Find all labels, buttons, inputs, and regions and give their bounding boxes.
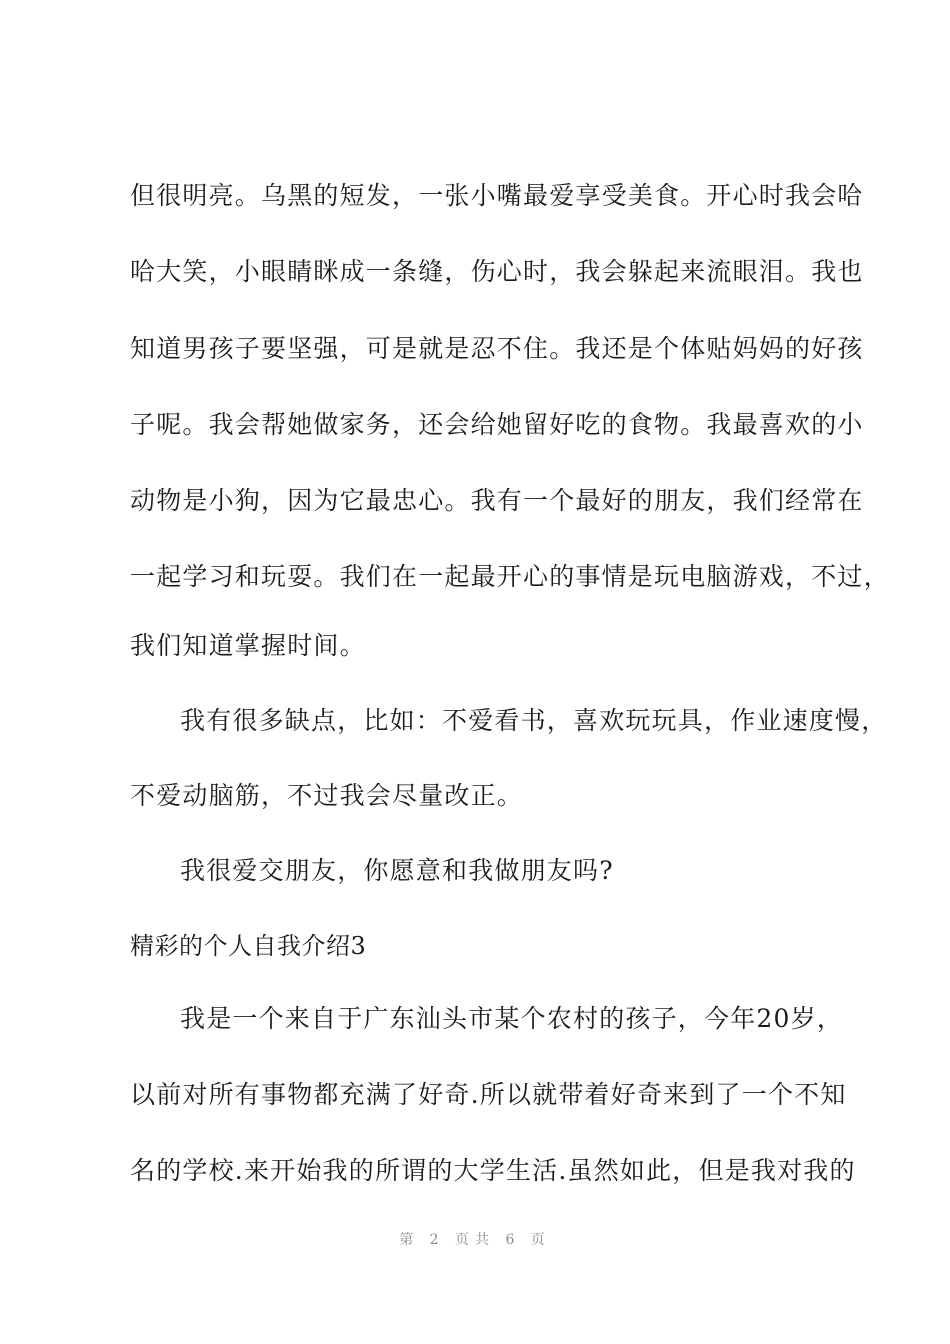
paragraph-line: 我有很多缺点，比如：不爱看书，喜欢玩玩具，作业速度慢， [180, 706, 888, 735]
paragraph-line: 以前对所有事物都充满了好奇.所以就带着好奇来到了一个不知 [130, 1080, 847, 1109]
paragraph-line: 知道男孩子要坚强，可是就是忍不住。我还是个体贴妈妈的好孩 [130, 334, 864, 363]
paragraph-line: 我是一个来自于广东汕头市某个农村的孩子，今年20岁， [180, 1004, 844, 1033]
paragraph-line: 动物是小狗，因为它最忠心。我有一个最好的朋友，我们经常在 [130, 486, 864, 515]
paragraph-line: 我很爱交朋友，你愿意和我做朋友吗? [180, 856, 614, 885]
paragraph-line: 一起学习和玩耍。我们在一起最开心的事情是玩电脑游戏，不过， [130, 562, 890, 591]
paragraph-line: 我们知道掌握时间。 [130, 631, 366, 660]
paragraph-line: 不爱动脑筋，不过我会尽量改正。 [130, 781, 524, 810]
paragraph-line: 但很明亮。乌黑的短发，一张小嘴最爱享受美食。开心时我会哈 [130, 181, 864, 210]
paragraph-line: 子呢。我会帮她做家务，还会给她留好吃的食物。我最喜欢的小 [130, 410, 864, 439]
section-heading: 精彩的个人自我介绍3 [130, 932, 367, 960]
paragraph-line: 名的学校.来开始我的所谓的大学生活.虽然如此，但是我对我的 [130, 1156, 856, 1185]
paragraph-line: 哈大笑，小眼睛眯成一条缝，伤心时，我会躲起来流眼泪。我也 [130, 257, 864, 286]
page-number-footer: 第 2 页共 6 页 [399, 1232, 551, 1248]
